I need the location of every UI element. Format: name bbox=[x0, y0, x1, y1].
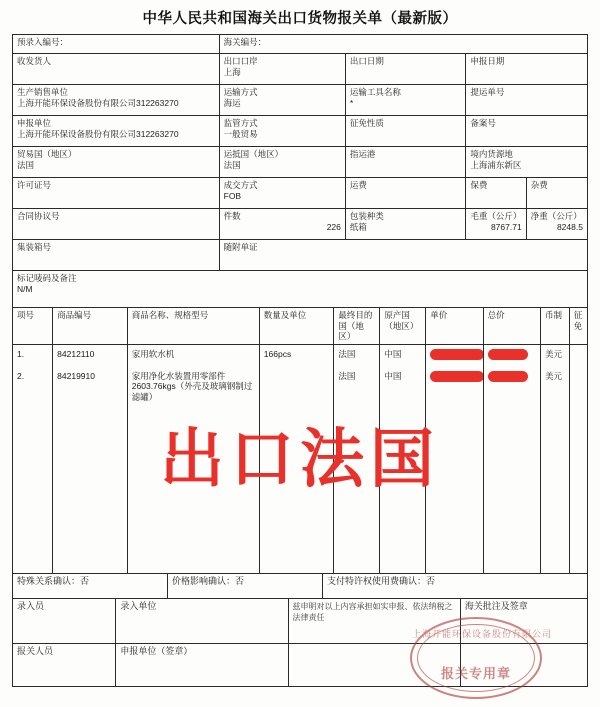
watermark-text: 出口法国 bbox=[160, 423, 440, 497]
empty-hs-code bbox=[53, 406, 128, 573]
misc-fee-cell bbox=[527, 178, 587, 208]
table-row bbox=[13, 367, 587, 407]
waybill-cell bbox=[466, 85, 587, 115]
transport-mode-value: 海运 bbox=[223, 97, 241, 108]
cell-total-price bbox=[484, 345, 541, 367]
attached-docs-label: 随附单证 bbox=[223, 242, 258, 252]
export-port-label: 出口口岸 bbox=[223, 56, 258, 66]
freight-cell bbox=[346, 178, 467, 208]
declarer-value: 上海开能环保设备股份有限公司312263270 bbox=[17, 128, 179, 139]
packages-label: 件数 bbox=[223, 211, 241, 221]
col-quantity-unit: 数量及单位 bbox=[260, 308, 335, 344]
trade-country-cell bbox=[13, 147, 220, 177]
supervision-label: 监管方式 bbox=[223, 118, 258, 128]
table-row bbox=[13, 345, 587, 367]
cell-goods-name: 家用净化水装置用零部件2603.76kgs（外壳及玻璃钢制过滤罐） bbox=[128, 367, 260, 407]
empty-goods-name bbox=[128, 406, 260, 573]
record-no-label: 备案号 bbox=[470, 118, 496, 128]
insurance-label: 保费 bbox=[470, 180, 488, 190]
pack-type-value: 纸箱 bbox=[349, 221, 367, 232]
transport-name-cell bbox=[346, 85, 467, 115]
form-row-packing bbox=[13, 209, 587, 240]
export-date-cell bbox=[346, 54, 467, 84]
cell-destination: 法国 bbox=[334, 367, 380, 407]
legal-statement-text: 兹申明对以上内容承担如实申报、依法纳税之法律责任 bbox=[292, 601, 453, 623]
cell-quantity-unit bbox=[260, 367, 335, 407]
cell-destination: 法国 bbox=[334, 345, 380, 367]
license-label: 许可证号 bbox=[17, 180, 52, 190]
terms-cell bbox=[220, 178, 346, 208]
cell-origin: 中国 bbox=[380, 367, 426, 407]
trade-country-label: 贸易国（地区） bbox=[17, 149, 77, 159]
gross-weight-label: 毛重（公斤） bbox=[470, 211, 522, 221]
transport-mode-label: 运输方式 bbox=[223, 87, 258, 97]
freight-label: 运费 bbox=[349, 180, 367, 190]
consignor-cell bbox=[13, 54, 220, 84]
producer-cell bbox=[13, 85, 220, 115]
producer-value: 上海开能环保设备股份有限公司312263270 bbox=[17, 97, 179, 108]
col-hs-code: 商品编号 bbox=[53, 308, 128, 344]
col-goods-name: 商品名称、规格型号 bbox=[128, 308, 260, 344]
cell-unit-price bbox=[426, 367, 483, 407]
customs-signature-area bbox=[461, 644, 587, 686]
cell-levy bbox=[570, 367, 587, 407]
cell-item-no: 1. bbox=[13, 345, 53, 367]
cell-item-no: 2. bbox=[13, 367, 53, 407]
form-row-entry-numbers bbox=[13, 35, 587, 54]
cell-unit-price bbox=[426, 345, 483, 367]
legal-statement-cell bbox=[289, 599, 461, 643]
stamp-center-text: 报关专用章 bbox=[440, 666, 511, 681]
empty-origin bbox=[380, 406, 426, 573]
arrival-country-cell bbox=[220, 147, 346, 177]
form-row-container bbox=[13, 240, 587, 271]
cell-levy bbox=[570, 345, 587, 367]
export-date-label: 出口日期 bbox=[349, 56, 384, 66]
net-weight-value: 8248.5 bbox=[556, 221, 583, 232]
attached-docs-cell bbox=[220, 240, 587, 270]
empty-total-price bbox=[484, 406, 541, 573]
cell-goods-name: 家用软水机 bbox=[128, 345, 260, 367]
empty-currency bbox=[541, 406, 570, 573]
col-levy: 征免 bbox=[573, 310, 583, 331]
col-origin: 原产国（地区） bbox=[380, 308, 426, 344]
trade-country-value: 法国 bbox=[17, 159, 35, 170]
redaction-bar bbox=[430, 349, 483, 360]
goods-table-empty-area bbox=[13, 406, 587, 573]
packages-value: 226 bbox=[326, 221, 341, 232]
packages-cell bbox=[220, 209, 346, 239]
net-weight-label: 净重（公斤） bbox=[530, 211, 582, 221]
empty-unit-price bbox=[426, 406, 483, 573]
terms-label: 成交方式 bbox=[223, 180, 258, 190]
form-row-terms bbox=[13, 178, 587, 209]
container-cell bbox=[13, 240, 220, 270]
transport-mode-cell bbox=[220, 85, 346, 115]
royalty-cell: 支付特许权使用费确认：否 bbox=[326, 575, 435, 586]
empty-levy bbox=[570, 406, 587, 573]
contract-label: 合同协议号 bbox=[17, 211, 60, 221]
col-unit-price: 单价 bbox=[426, 308, 483, 344]
declare-unit-cell: 申报单位（签章） bbox=[116, 644, 288, 686]
form-row-countries bbox=[13, 147, 587, 178]
col-currency: 币制 bbox=[541, 308, 570, 344]
col-destination: 最终目的国（地区） bbox=[334, 308, 380, 344]
col-item-no: 项号 bbox=[13, 308, 53, 344]
export-port-cell bbox=[220, 54, 346, 84]
entry-clerk-cell: 录入员 bbox=[13, 599, 116, 643]
redaction-bar bbox=[488, 349, 528, 360]
net-weight-cell bbox=[527, 209, 587, 239]
levy-nature-cell bbox=[346, 116, 467, 146]
form-row-entry bbox=[13, 599, 587, 644]
cell-currency: 美元 bbox=[541, 345, 570, 367]
page-title: 中华人民共和国海关出口货物报关单（最新版） bbox=[142, 11, 458, 27]
levy-nature-label: 征免性质 bbox=[349, 118, 384, 128]
cell-total-price bbox=[484, 367, 541, 407]
destination-port-cell bbox=[346, 147, 467, 177]
pack-type-cell bbox=[346, 209, 467, 239]
pack-type-label: 包装种类 bbox=[349, 211, 384, 221]
form-row-producer bbox=[13, 85, 587, 116]
contract-cell bbox=[13, 209, 220, 239]
form-row-confirmations bbox=[13, 574, 587, 599]
price-influence-cell: 价格影响确认：否 bbox=[168, 574, 323, 598]
domestic-source-label: 境内货源地 bbox=[470, 149, 513, 159]
customs-no-label: 海关编号： bbox=[223, 37, 267, 47]
terms-value: FOB bbox=[223, 190, 242, 201]
cell-currency: 美元 bbox=[541, 367, 570, 407]
transport-name-value: * bbox=[349, 97, 354, 108]
waybill-label: 提运单号 bbox=[470, 87, 505, 97]
stamp-company-text: 上海开能环保设备股份有限公司 bbox=[412, 629, 553, 639]
goods-table-body bbox=[13, 345, 587, 574]
cell-hs-code: 84219910 bbox=[53, 367, 128, 407]
redaction-bar bbox=[430, 371, 483, 382]
col-total-price: 总价 bbox=[484, 308, 541, 344]
arrival-country-label: 运抵国（地区） bbox=[223, 149, 284, 159]
cell-hs-code: 84212110 bbox=[53, 345, 128, 367]
transport-name-label: 运输工具名称 bbox=[349, 87, 401, 97]
entry-unit-cell: 录入单位 bbox=[116, 599, 288, 643]
container-label: 集装箱号 bbox=[17, 242, 52, 252]
declare-date-cell bbox=[466, 54, 587, 84]
declarer-cell bbox=[13, 116, 220, 146]
customs-note-cell: 海关批注及签章 bbox=[464, 600, 528, 611]
domestic-source-value: 上海浦东新区 bbox=[470, 159, 522, 170]
redaction-bar bbox=[488, 371, 528, 382]
declarant-cell: 报关人员 bbox=[13, 644, 116, 686]
pre-entry-no-label: 预录入编号： bbox=[17, 37, 69, 47]
form-row-marks bbox=[13, 271, 587, 308]
destination-port-label: 指运港 bbox=[349, 149, 376, 159]
declaration-form bbox=[12, 34, 588, 687]
form-row-declarant bbox=[13, 644, 587, 687]
pre-entry-no-cell bbox=[13, 35, 220, 53]
declare-stamp-area bbox=[289, 644, 461, 686]
license-cell bbox=[13, 178, 220, 208]
empty-item-no bbox=[13, 406, 53, 573]
cell-quantity-unit: 166pcs bbox=[260, 345, 335, 367]
supervision-value: 一般贸易 bbox=[223, 128, 258, 139]
marks-label: 标记唛码及备注 bbox=[17, 273, 77, 283]
export-port-value: 上海 bbox=[223, 66, 241, 77]
declare-date-label: 申报日期 bbox=[470, 56, 505, 66]
special-relation-cell: 特殊关系确认：否 bbox=[13, 574, 168, 598]
empty-destination bbox=[334, 406, 380, 573]
marks-cell bbox=[13, 271, 587, 307]
empty-quantity-unit bbox=[260, 406, 335, 573]
insurance-cell bbox=[466, 178, 526, 208]
marks-value: N/M bbox=[17, 283, 33, 294]
gross-weight-cell bbox=[466, 209, 526, 239]
gross-weight-value: 8767.71 bbox=[490, 221, 522, 232]
consignor-label: 收发货人 bbox=[17, 56, 52, 66]
misc-fee-label: 杂费 bbox=[530, 180, 548, 190]
customs-no-cell bbox=[220, 35, 587, 53]
arrival-country-value: 法国 bbox=[223, 159, 241, 170]
form-row-declarer bbox=[13, 116, 587, 147]
record-no-cell bbox=[466, 116, 587, 146]
form-row-consignor bbox=[13, 54, 587, 85]
supervision-cell bbox=[220, 116, 346, 146]
domestic-source-cell bbox=[466, 147, 587, 177]
producer-label: 生产销售单位 bbox=[17, 87, 69, 97]
cell-origin: 中国 bbox=[380, 345, 426, 367]
declarer-label: 申报单位 bbox=[17, 118, 52, 128]
goods-table-header bbox=[13, 308, 587, 345]
